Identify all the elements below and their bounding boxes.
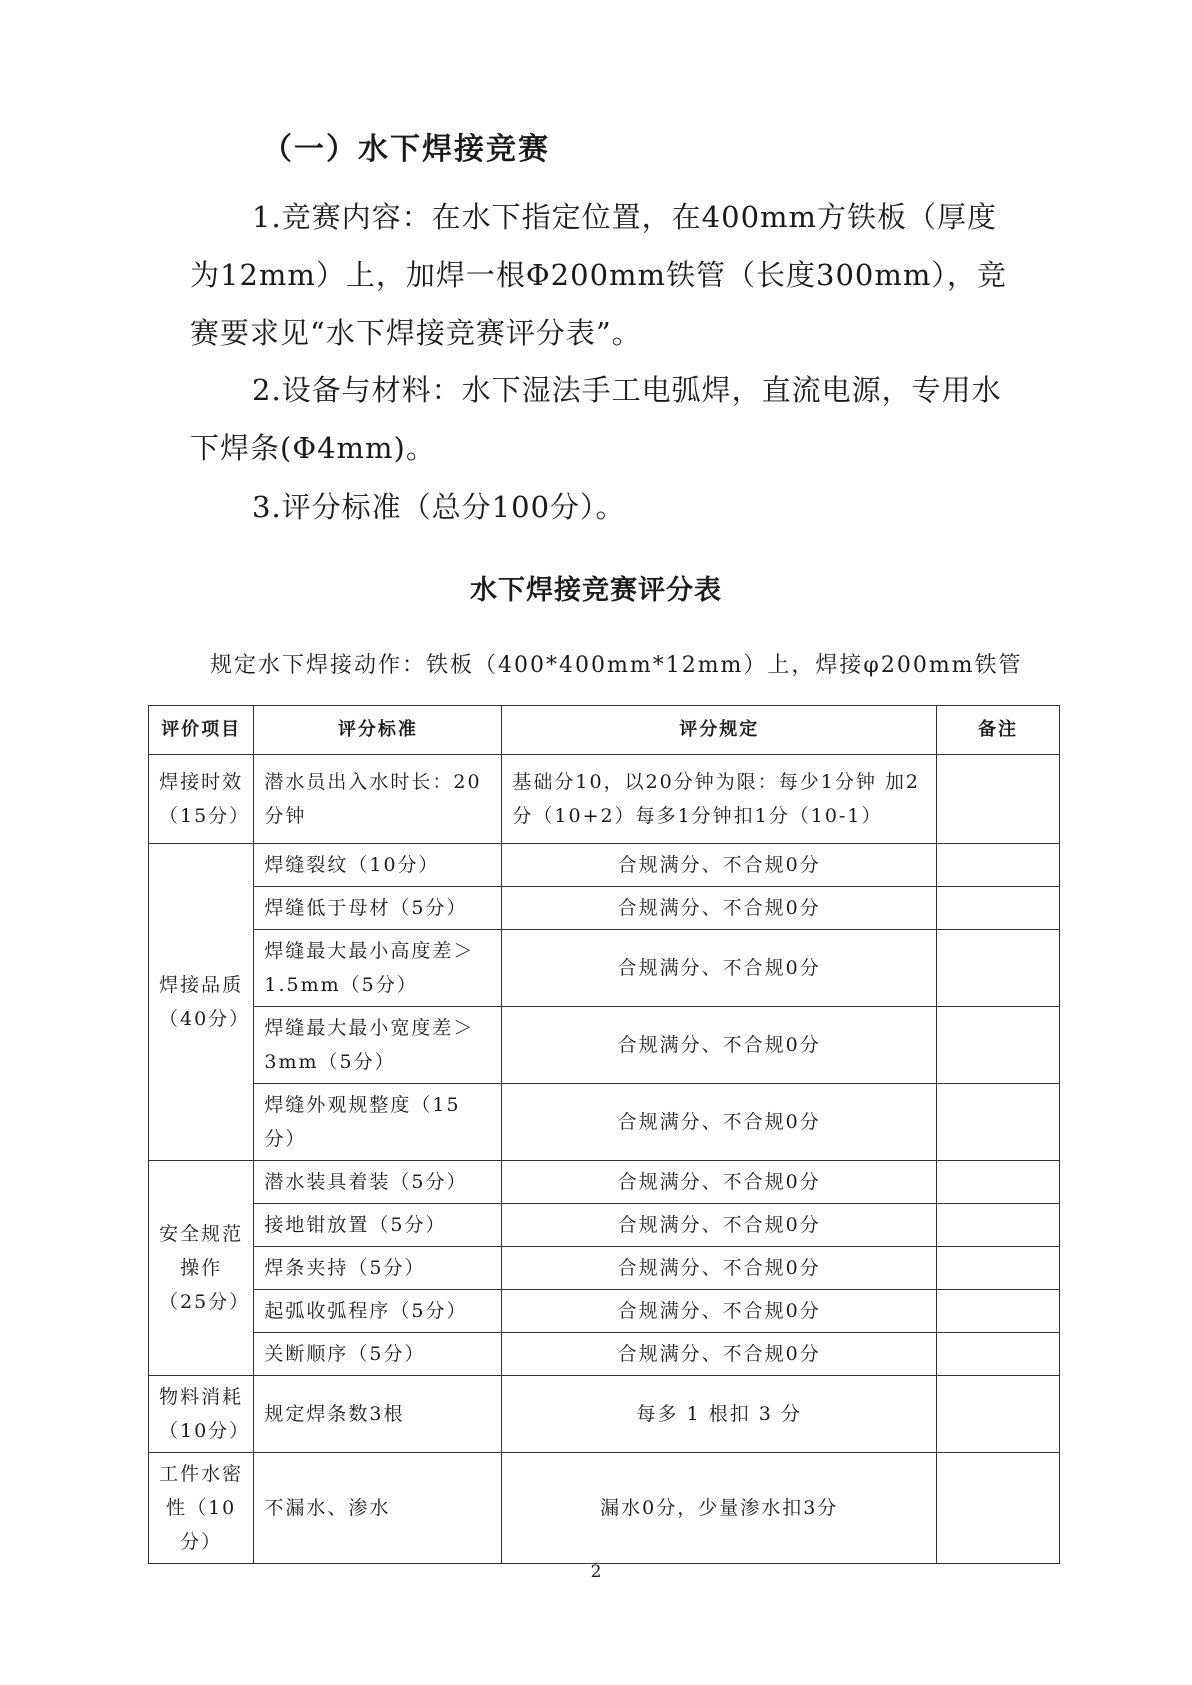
table-row [149, 1007, 1060, 1084]
paragraph-text: 竞赛内容：在水下指定位置，在400mm方铁板（厚度为12mm）上，加焊一根Φ200mm铁管（长度300mm），竞赛要求见“水下焊接竞赛评分表”。 [190, 200, 1007, 350]
table-row [149, 1084, 1060, 1161]
standard-cell: 潜水员出入水时长：20分钟 [254, 755, 502, 844]
rule-cell: 合规满分、不合规0分 [502, 1290, 937, 1333]
note-cell [937, 1290, 1060, 1333]
paragraph-1 [190, 188, 1020, 362]
note-cell [937, 1376, 1060, 1453]
paragraph-number: 2. [252, 373, 282, 407]
rule-cell: 合规满分、不合规0分 [502, 844, 937, 887]
note-cell [937, 755, 1060, 844]
paragraph-text: 评分标准（总分100分）。 [281, 490, 626, 524]
section-heading: （一）水下焊接竞赛 [262, 132, 550, 167]
category-cell: 焊接时效（15分） [149, 755, 254, 844]
standard-cell: 接地钳放置（5分） [254, 1204, 502, 1247]
table-row [149, 887, 1060, 930]
standard-cell: 规定焊条数3根 [254, 1376, 502, 1453]
standard-cell: 焊缝外观规整度（15分） [254, 1084, 502, 1161]
table-row [149, 1161, 1060, 1204]
rule-cell: 合规满分、不合规0分 [502, 930, 937, 1007]
header-cell: 评分规定 [502, 706, 937, 755]
note-cell [937, 1204, 1060, 1247]
category-cell: 安全规范操作（25分） [149, 1161, 254, 1376]
standard-cell: 潜水装具着装（5分） [254, 1161, 502, 1204]
standard-cell: 不漏水、渗水 [254, 1453, 502, 1564]
table-title: 水下焊接竞赛评分表 [470, 575, 722, 606]
table-row [149, 755, 1060, 844]
paragraph-number: 1. [252, 200, 282, 234]
table-row [149, 1333, 1060, 1376]
note-cell [937, 1161, 1060, 1204]
rule-cell: 基础分10，以20分钟为限：每少1分钟 加2分（10+2）每多1分钟扣1分（10-1） [502, 755, 937, 844]
table-row [149, 844, 1060, 887]
rule-cell: 合规满分、不合规0分 [502, 1007, 937, 1084]
note-cell [937, 1084, 1060, 1161]
table-row [149, 930, 1060, 1007]
paragraph-text: 设备与材料：水下湿法手工电弧焊，直流电源，专用水下焊条(Φ4mm)。 [190, 373, 1002, 465]
table-row [149, 1290, 1060, 1333]
standard-cell: 焊缝最大最小高度差＞1.5mm（5分） [254, 930, 502, 1007]
rule-cell: 合规满分、不合规0分 [502, 1161, 937, 1204]
rule-cell: 合规满分、不合规0分 [502, 1204, 937, 1247]
note-cell [937, 887, 1060, 930]
rule-cell: 合规满分、不合规0分 [502, 1333, 937, 1376]
category-cell: 工件水密性（10分） [149, 1453, 254, 1564]
header-cell: 备注 [937, 706, 1060, 755]
note-cell [937, 930, 1060, 1007]
note-cell [937, 1333, 1060, 1376]
note-cell [937, 1007, 1060, 1084]
header-cell: 评价项目 [149, 706, 254, 755]
table-row [149, 1247, 1060, 1290]
standard-cell: 焊缝最大最小宽度差＞3mm（5分） [254, 1007, 502, 1084]
rule-cell: 合规满分、不合规0分 [502, 1247, 937, 1290]
standard-cell: 焊缝裂纹（10分） [254, 844, 502, 887]
rule-cell: 每多 1 根扣 3 分 [502, 1376, 937, 1453]
scoring-table [148, 705, 1060, 1564]
page-number: 2 [590, 1562, 602, 1582]
standard-cell: 关断顺序（5分） [254, 1333, 502, 1376]
rule-cell: 合规满分、不合规0分 [502, 1084, 937, 1161]
header-cell: 评分标准 [254, 706, 502, 755]
category-cell: 焊接品质（40分） [149, 844, 254, 1161]
rule-cell: 合规满分、不合规0分 [502, 887, 937, 930]
table-row [149, 1376, 1060, 1453]
table-header-row [149, 706, 1060, 755]
note-cell [937, 1247, 1060, 1290]
paragraph-3 [190, 478, 1020, 536]
rule-cell: 漏水0分，少量渗水扣3分 [502, 1453, 937, 1564]
note-cell [937, 844, 1060, 887]
table-row [149, 1453, 1060, 1564]
standard-cell: 焊条夹持（5分） [254, 1247, 502, 1290]
standard-cell: 焊缝低于母材（5分） [254, 887, 502, 930]
category-cell: 物料消耗（10分） [149, 1376, 254, 1453]
paragraph-number: 3. [252, 490, 282, 524]
note-cell [937, 1453, 1060, 1564]
paragraph-2 [190, 361, 1020, 477]
table-subtitle: 规定水下焊接动作：铁板（400*400mm*12mm）上，焊接φ200mm铁管 [210, 653, 1023, 678]
standard-cell: 起弧收弧程序（5分） [254, 1290, 502, 1333]
table-row [149, 1204, 1060, 1247]
